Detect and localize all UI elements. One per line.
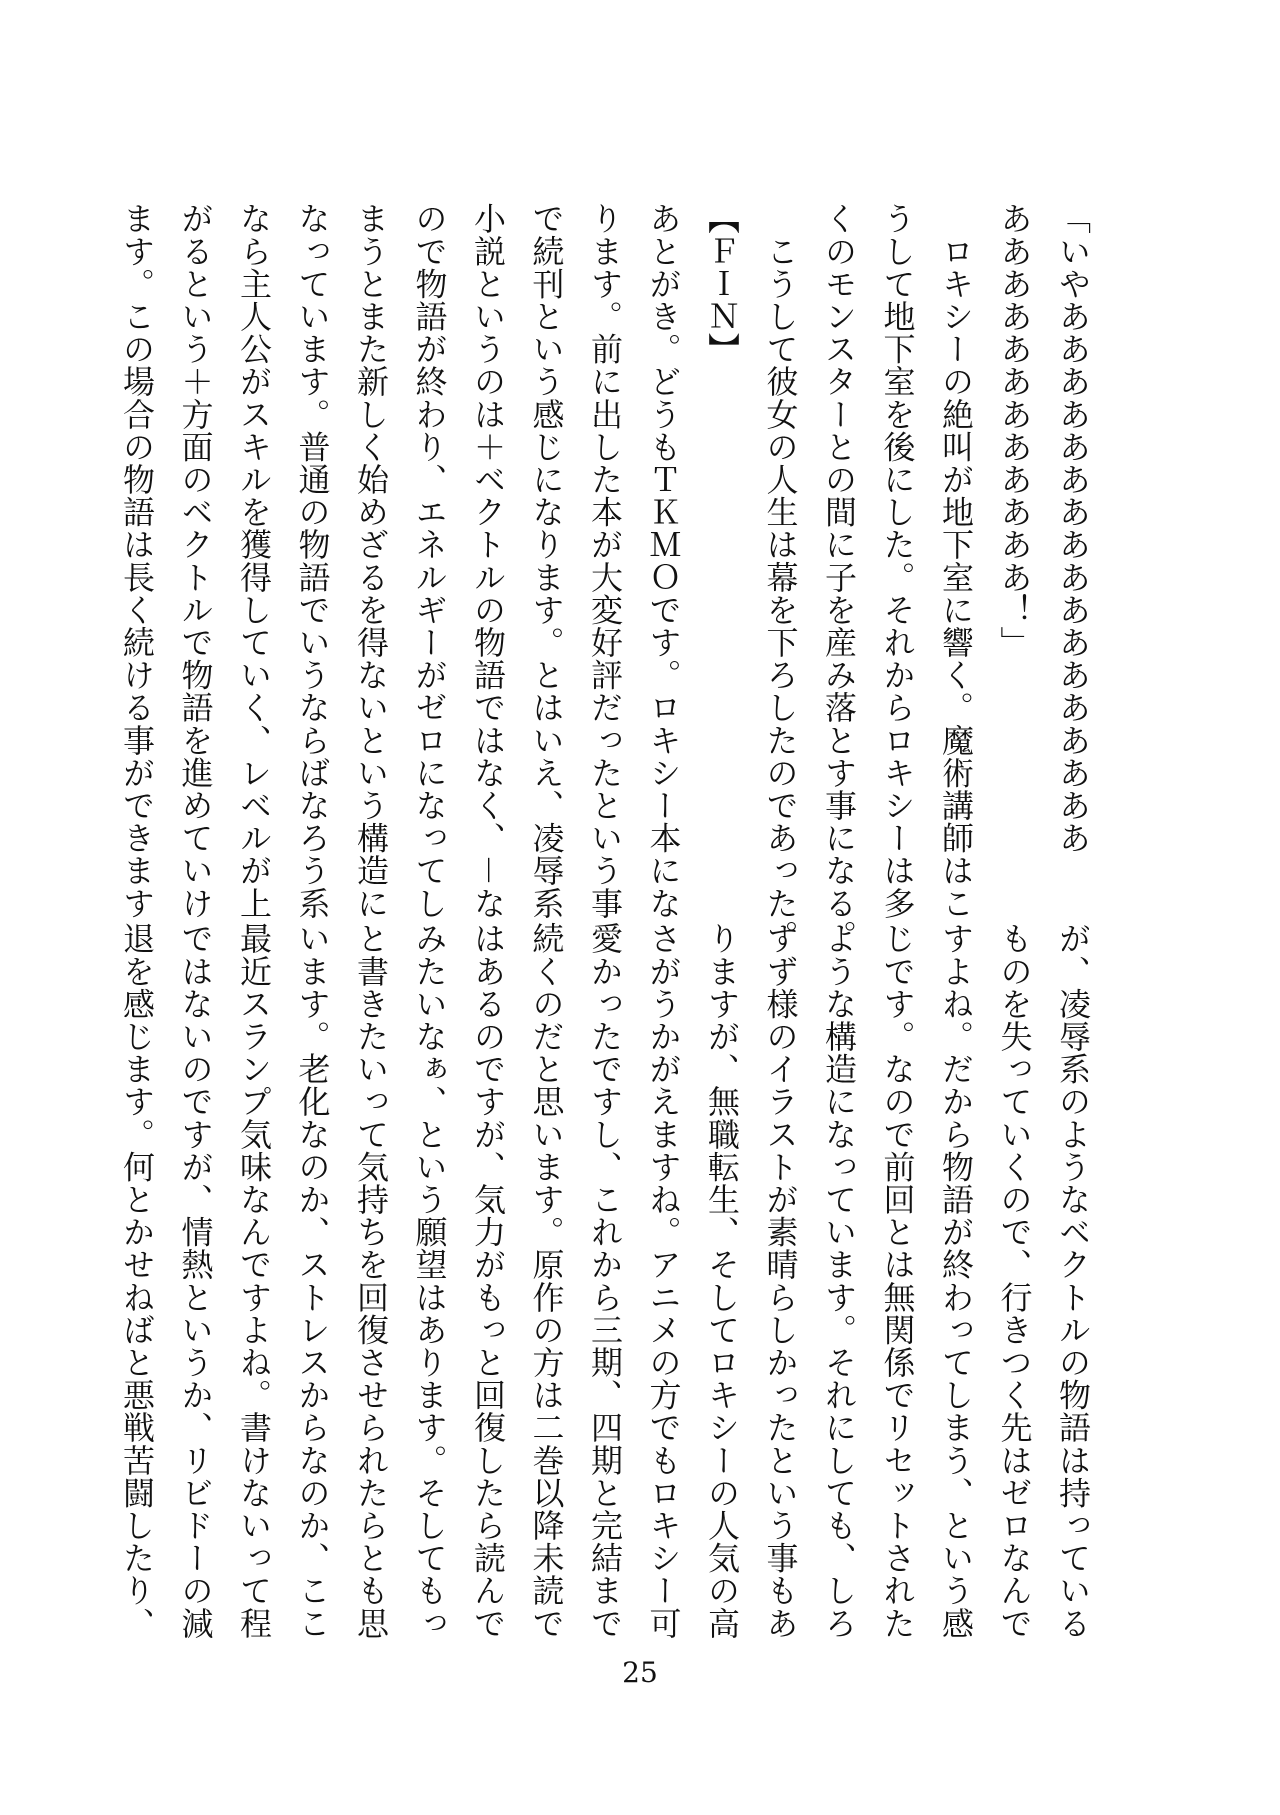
text-line: がるという＋方面のベクトルで物語を進めていけ [176,202,215,920]
text-line: さがうかがえますね。アニメの方でもロキシー可 [644,922,683,1640]
text-line: ものを失っていくので、行きつく先はゼロなんで [995,922,1034,1640]
text-line: が、凌辱系のようなベクトルの物語は持っている [1054,922,1092,1640]
text-line: なら主人公がスキルを獲得していく、レベルが上 [235,202,273,920]
text-line: ロキシーの絶叫が地下室に響く。魔術講師はこ [937,202,975,920]
text-line: すず様のイラストが素晴らしかったという事もあ [761,922,800,1640]
text-line-heading: 【ＦＩＮ】 [703,202,741,365]
text-line: ります。前に出した本が大変好評だったという事 [586,202,624,920]
text-line: うして地下室を後にした。それからロキシーは多 [878,202,917,920]
text-line: ああああああああああああ！」 [995,202,1034,659]
text-line: 小説というのは＋ベクトルの物語ではなく、－な [469,202,507,920]
text-line: ような構造になっています。それにしても、しろ [820,922,858,1640]
page-number: 25 [622,1656,658,1689]
text-line: こうして彼女の人生は幕を下ろしたのであった。 [761,202,800,952]
text-line: くのモンスターとの間に子を産み落とす事になる。 [820,202,858,952]
text-line: まうとまた新しく始めざるを得ないという構造に [352,202,390,920]
text-line: なっています。普通の物語でいうならばなろう系 [293,202,332,920]
text-line: ます。この場合の物語は長く続ける事ができます [118,202,156,920]
text-line: 続くのだと思います。原作の方は二巻以降未読で [527,922,566,1640]
text-block-lower [108,922,1103,1640]
text-line: ではないのですが、情熱というか、リビドーの減 [176,922,215,1640]
text-line: あとがき。どうもＴＫＭＯです。ロキシー本にな [644,202,683,920]
text-line: で続刊という感じになります。とはいえ、凌辱系 [527,202,566,920]
text-line: じです。なので前回とは無関係でリセットされた [878,922,917,1640]
text-line: すよね。だから物語が終わってしまう、という感 [937,922,975,1640]
text-line: ので物語が終わり、エネルギーがゼロになってし [410,202,449,920]
text-line: りますが、無職転生、そしてロキシーの人気の高 [703,922,741,1640]
text-line: はあるのですが、気力がもっと回復したら読んで [469,922,507,1640]
text-line: 「いやあああああああああああああああああ [1054,202,1092,854]
text-line: みたいなぁ、という願望はあります。そしてもっ [410,922,449,1640]
text-line: います。老化なのか、ストレスからなのか、ここ [293,922,332,1640]
text-line: と書きたいって気持ちを回復させられたらとも思 [352,922,390,1640]
text-line: 退を感じます。何とかせねばと悪戦苦闘したり、 [118,922,156,1640]
text-line: 愛かったですし、これから三期、四期と完結まで [586,922,624,1640]
text-line: 最近スランプ気味なんですよね。書けないって程 [235,922,273,1640]
